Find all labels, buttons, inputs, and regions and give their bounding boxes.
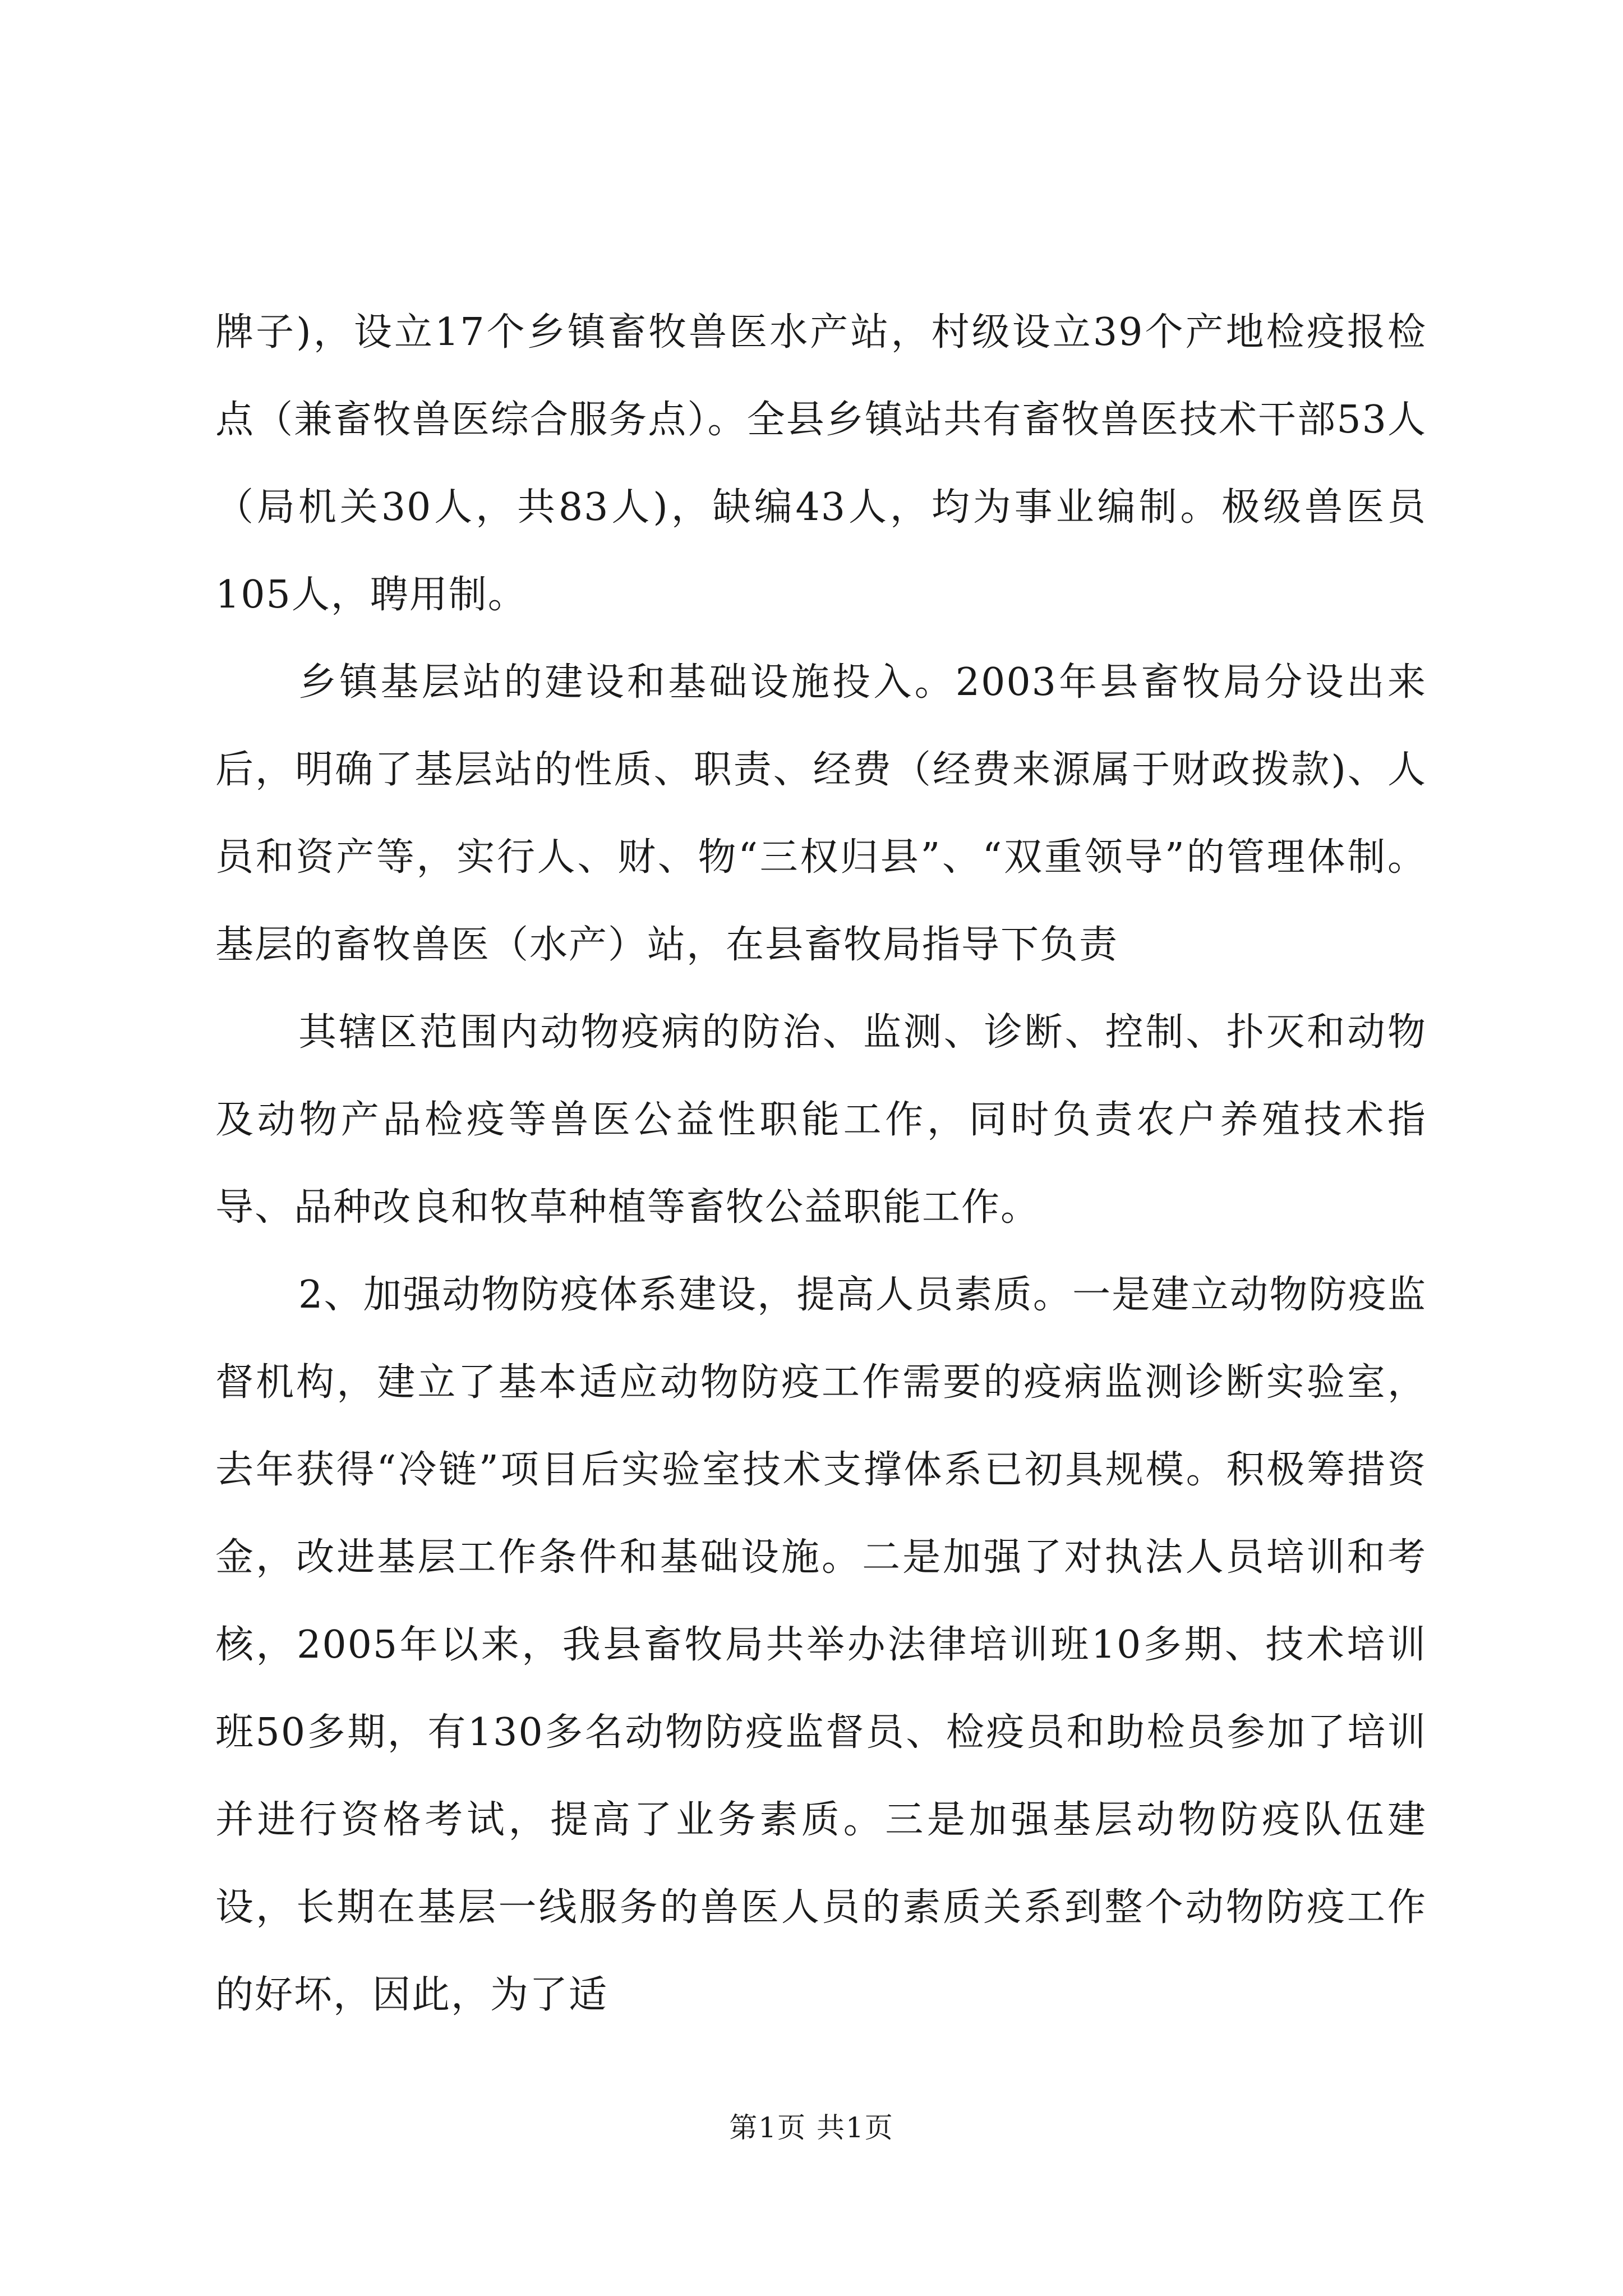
page-number-footer: 第1页 共1页 bbox=[729, 2111, 894, 2144]
document-body bbox=[215, 289, 1427, 2039]
paragraph-3: 其辖区范围内动物疫病的防治、监测、诊断、控制、扑灭和动物及动物产品检疫等兽医公益性职能工作，同时负责农户养殖技术指导、品种改良和牧草种植等畜牧公益职能工作。 bbox=[215, 1010, 1427, 1230]
paragraph-2: 乡镇基层站的建设和基础设施投入。2003年县畜牧局分设出来后，明确了基层站的性质、职责、经费（经费来源属于财政拨款)、人员和资产等，实行人、财、物“三权归县”、“双重领导”的管理体制。基层的畜牧兽医（水产）站，在县畜牧局指导下负责 bbox=[215, 660, 1427, 967]
paragraph-1: 牌子)，设立17个乡镇畜牧兽医水产站，村级设立39个产地检疫报检点（兼畜牧兽医综合服务点）。全县乡镇站共有畜牧兽医技术干部53人（局机关30人，共83人)，缺编43人，均为事业编制。极级兽医员105人，聘用制。 bbox=[215, 310, 1427, 617]
paragraph-4: 2、加强动物防疫体系建设，提高人员素质。一是建立动物防疫监督机构，建立了基本适应动物防疫工作需要的疫病监测诊断实验室，去年获得“冷链”项目后实验室技术支撑体系已初具规模。积极筹措资金，改进基层工作条件和基础设施。二是加强了对执法人员培训和考核，2005年以来，我县畜牧局共举办法律培训班10多期、技术培训班50多期，有130多名动物防疫监督员、检疫员和助检员参加了培训并进行资格考试，提高了业务素质。三是加强基层动物防疫队伍建设，长期在基层一线服务的兽医人员的素质关系到整个动物防疫工作的好坏，因此，为了适 bbox=[215, 1273, 1427, 2017]
